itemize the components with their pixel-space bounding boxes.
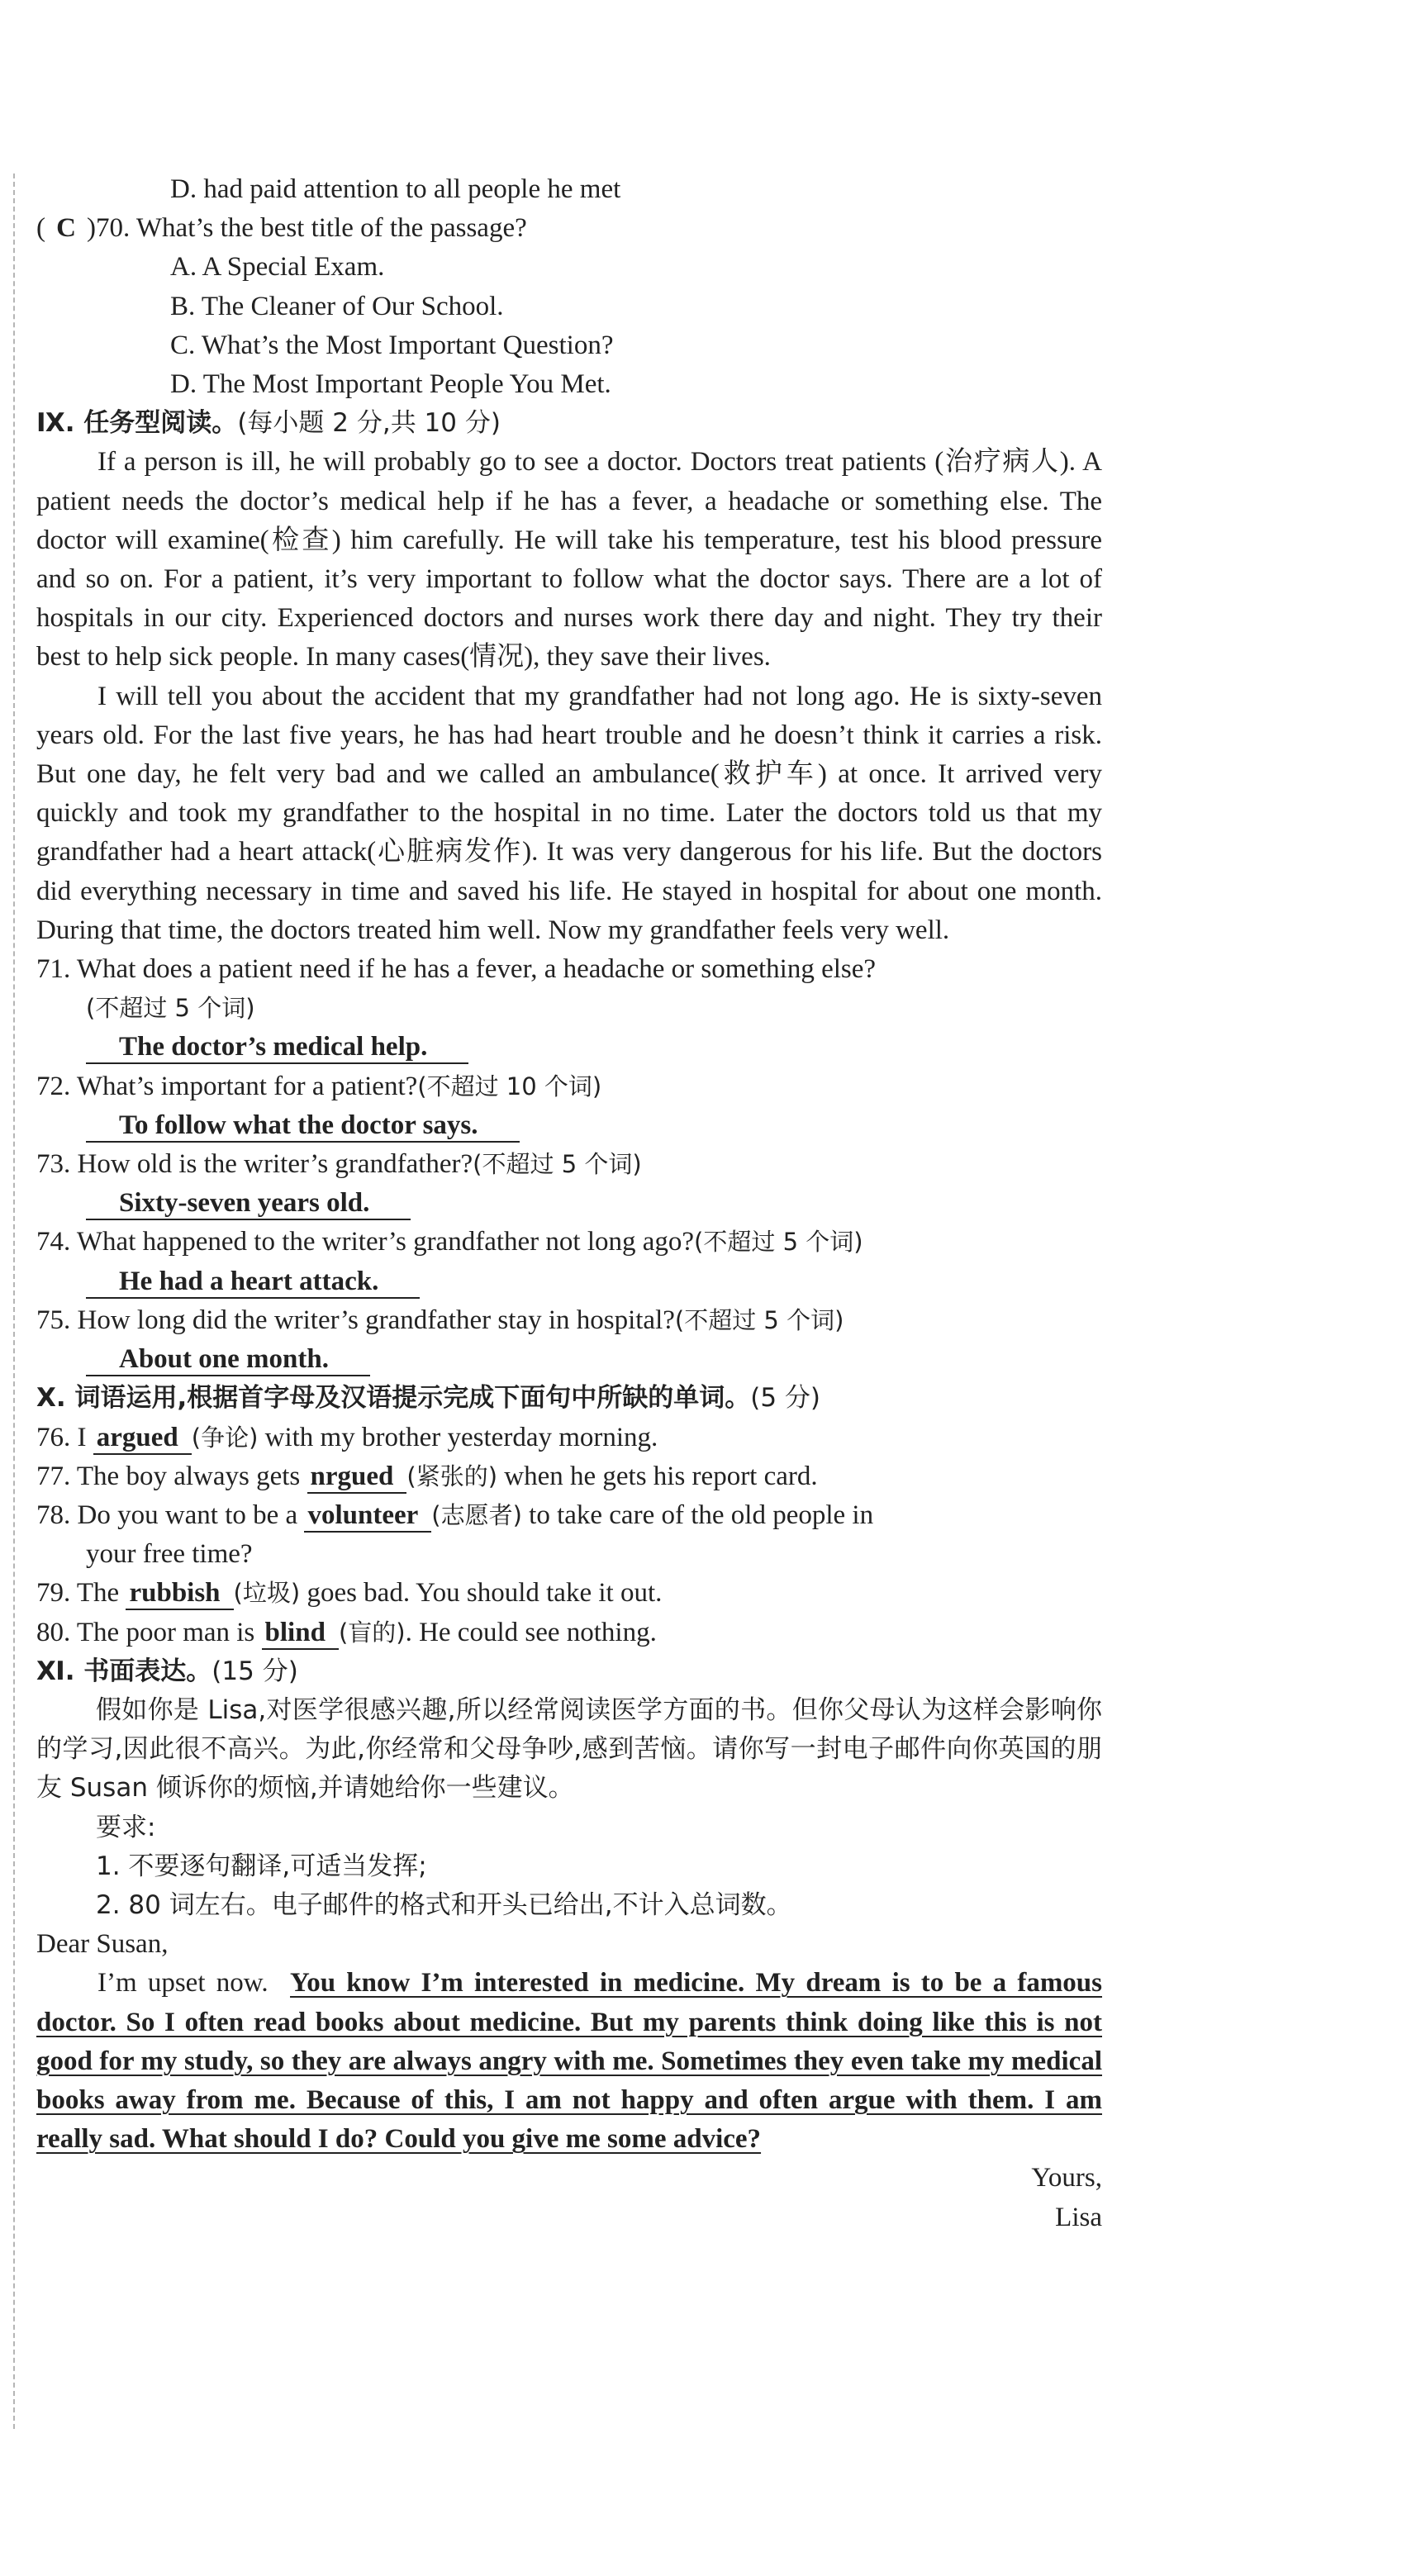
- q70-option-a: A. A Special Exam.: [170, 252, 385, 283]
- item-suffix: . He could see nothing.: [405, 1617, 657, 1647]
- item-suffix: goes bad. You should take it out.: [300, 1578, 663, 1609]
- section10-item-76: [36, 1419, 1102, 1457]
- item-continuation: your free time?: [86, 1539, 253, 1570]
- margin-dashed-line: [13, 173, 15, 2429]
- fill-answer: nrgued: [307, 1461, 407, 1494]
- essay-answer: You know I’m interested in medicine. My dream is to be a famous doctor. So I often read books about medicine. But my parents think doing like this is not good for my study, so they are always angry with me. Sometimes they even take my medical books away from me. Because of this, I am not happy and often argue with them. I am really sad. What should I do? Could you give me some advice?: [36, 1968, 1103, 2155]
- exam-page: [36, 170, 1102, 2237]
- question-limit: (不超过 5 个词): [86, 994, 255, 1023]
- section10-heading: [36, 1379, 1102, 1418]
- item-hint: (争论): [191, 1423, 259, 1452]
- section9-title: Ⅸ. 任务型阅读。: [36, 408, 238, 439]
- section9-question-75: [36, 1301, 1102, 1379]
- section10-item-77: [36, 1457, 1102, 1496]
- section10-item-80: [36, 1614, 1102, 1652]
- requirements-title: 要求:: [96, 1812, 156, 1842]
- question-text: 71. What does a patient need if he has a fever, a headache or something else?: [36, 954, 877, 985]
- q70-option-d: D. The Most Important People You Met.: [170, 369, 611, 400]
- section9-question-73: [36, 1145, 1102, 1223]
- item-prefix: 77. The boy always gets: [36, 1461, 307, 1491]
- email-signature: Lisa: [1055, 2202, 1102, 2232]
- question-limit: (不超过 10 个词): [417, 1072, 602, 1100]
- question-limit: (不超过 5 个词): [674, 1305, 844, 1334]
- requirement-1: 1. 不要逐句翻译,可适当发挥;: [96, 1851, 427, 1881]
- item-suffix: to take care of the old people in: [521, 1499, 874, 1530]
- item-hint: (志愿者): [431, 1500, 522, 1529]
- answer-line: The doctor’s medical help.: [86, 1031, 468, 1064]
- fill-answer: blind: [262, 1617, 339, 1650]
- answer-line: To follow what the doctor says.: [86, 1110, 520, 1143]
- fill-answer: rubbish: [126, 1577, 233, 1610]
- section9-paragraph-1: If a person is ill, he will probably go to see a doctor. Doctors treat patients (治疗病人). A patient needs the doctor’s medical help if he has a fever, a headache or something else. The doctor will examine(检查) him carefully. He will take his temperature, test his blood pressure and so on. For a patient, it’s very important to follow what the doctor says. There are a lot of hospitals in our city. Experienced doctors and nurses work there day and night. They try their best to help sick people. In many cases(情况), they save their lives.: [36, 447, 1102, 673]
- email-body: [36, 1964, 1102, 2159]
- section10-note: (5 分): [750, 1383, 821, 1414]
- section11-title: Ⅺ. 书面表达。: [36, 1656, 212, 1686]
- q70-option-c: C. What’s the Most Important Question?: [170, 330, 614, 360]
- section10-title: Ⅹ. 词语运用,根据首字母及汉语提示完成下面句中所缺的单词。: [36, 1383, 751, 1414]
- q70-answer: C: [56, 213, 76, 244]
- q70-question: 70. What’s the best title of the passage?: [96, 213, 527, 244]
- email-lead: I’m upset now.: [97, 1968, 269, 1999]
- section9-question-72: [36, 1067, 1102, 1145]
- q70-paren-close: ): [87, 213, 96, 244]
- section9-heading: [36, 404, 1102, 443]
- section11-heading: [36, 1652, 1102, 1691]
- requirement-2: 2. 80 词左右。电子邮件的格式和开头已给出,不计入总词数。: [96, 1889, 792, 1920]
- email-greeting: Dear Susan,: [36, 1929, 169, 1960]
- section9-note: (每小题 2 分,共 10 分): [237, 408, 501, 439]
- question-text: 72. What’s important for a patient?: [36, 1071, 418, 1101]
- section9-question-71: [36, 950, 1102, 1067]
- answer-line: He had a heart attack.: [86, 1266, 420, 1299]
- question-text: 73. How old is the writer’s grandfather?: [36, 1149, 473, 1180]
- answer-line: About one month.: [86, 1343, 370, 1376]
- item-prefix: 79. The: [36, 1578, 126, 1609]
- fill-answer: argued: [93, 1422, 192, 1455]
- section9-paragraph-2: I will tell you about the accident that my grandfather had not long ago. He is sixty-seven years old. For the last five years, he has had heart trouble and he doesn’t think it carries a risk. But one day, he felt very bad and we called an ambulance(救护车) at once. It arrived very quickly and took my grandfather to the hospital in no time. Later the doctors told us that my grandfather had a heart attack(心脏病发作). It was very dangerous for his life. But the doctors did everything necessary in time and saved his life. He stayed in hospital for about one month. During that time, the doctors treated him well. Now my grandfather feels very well.: [36, 681, 1102, 945]
- section11-note: (15 分): [211, 1656, 298, 1686]
- question-text: 74. What happened to the writer’s grandfather not long ago?: [36, 1227, 695, 1257]
- writing-prompt: 假如你是 Lisa,对医学很感兴趣,所以经常阅读医学方面的书。但你父母认为这样会影响你的学习,因此很不高兴。为此,你经常和父母争吵,感到苦恼。请你写一封电子邮件向你英国的朋友 Susan 倾诉你的烦恼,并请她给你一些建议。: [36, 1694, 1102, 1804]
- item-prefix: 80. The poor man is: [36, 1617, 262, 1647]
- question-text: 75. How long did the writer’s grandfather stay in hospital?: [36, 1305, 675, 1335]
- email-closing: Yours,: [1031, 2163, 1102, 2193]
- item-suffix: when he gets his report card.: [497, 1461, 818, 1491]
- q70-option-b: B. The Cleaner of Our School.: [170, 291, 504, 321]
- item-hint: (紧张的): [406, 1461, 498, 1490]
- q70-question-line: [36, 209, 1102, 248]
- question-limit: (不超过 5 个词): [694, 1228, 863, 1257]
- item-prefix: 76. I: [36, 1422, 93, 1452]
- answer-line: Sixty-seven years old.: [86, 1187, 411, 1220]
- q69-option-d: D. had paid attention to all people he met: [170, 174, 621, 204]
- item-hint: (盲的): [338, 1618, 406, 1647]
- item-prefix: 78. Do you want to be a: [36, 1499, 305, 1530]
- section10-item-79: [36, 1574, 1102, 1613]
- section9-question-74: [36, 1223, 1102, 1300]
- item-suffix: with my brother yesterday morning.: [258, 1422, 658, 1452]
- q70-paren-open: (: [36, 213, 45, 244]
- section10-item-78: [36, 1496, 1102, 1574]
- fill-answer: volunteer: [304, 1499, 431, 1533]
- question-limit: (不超过 5 个词): [473, 1150, 642, 1179]
- item-hint: (垃圾): [233, 1579, 301, 1608]
